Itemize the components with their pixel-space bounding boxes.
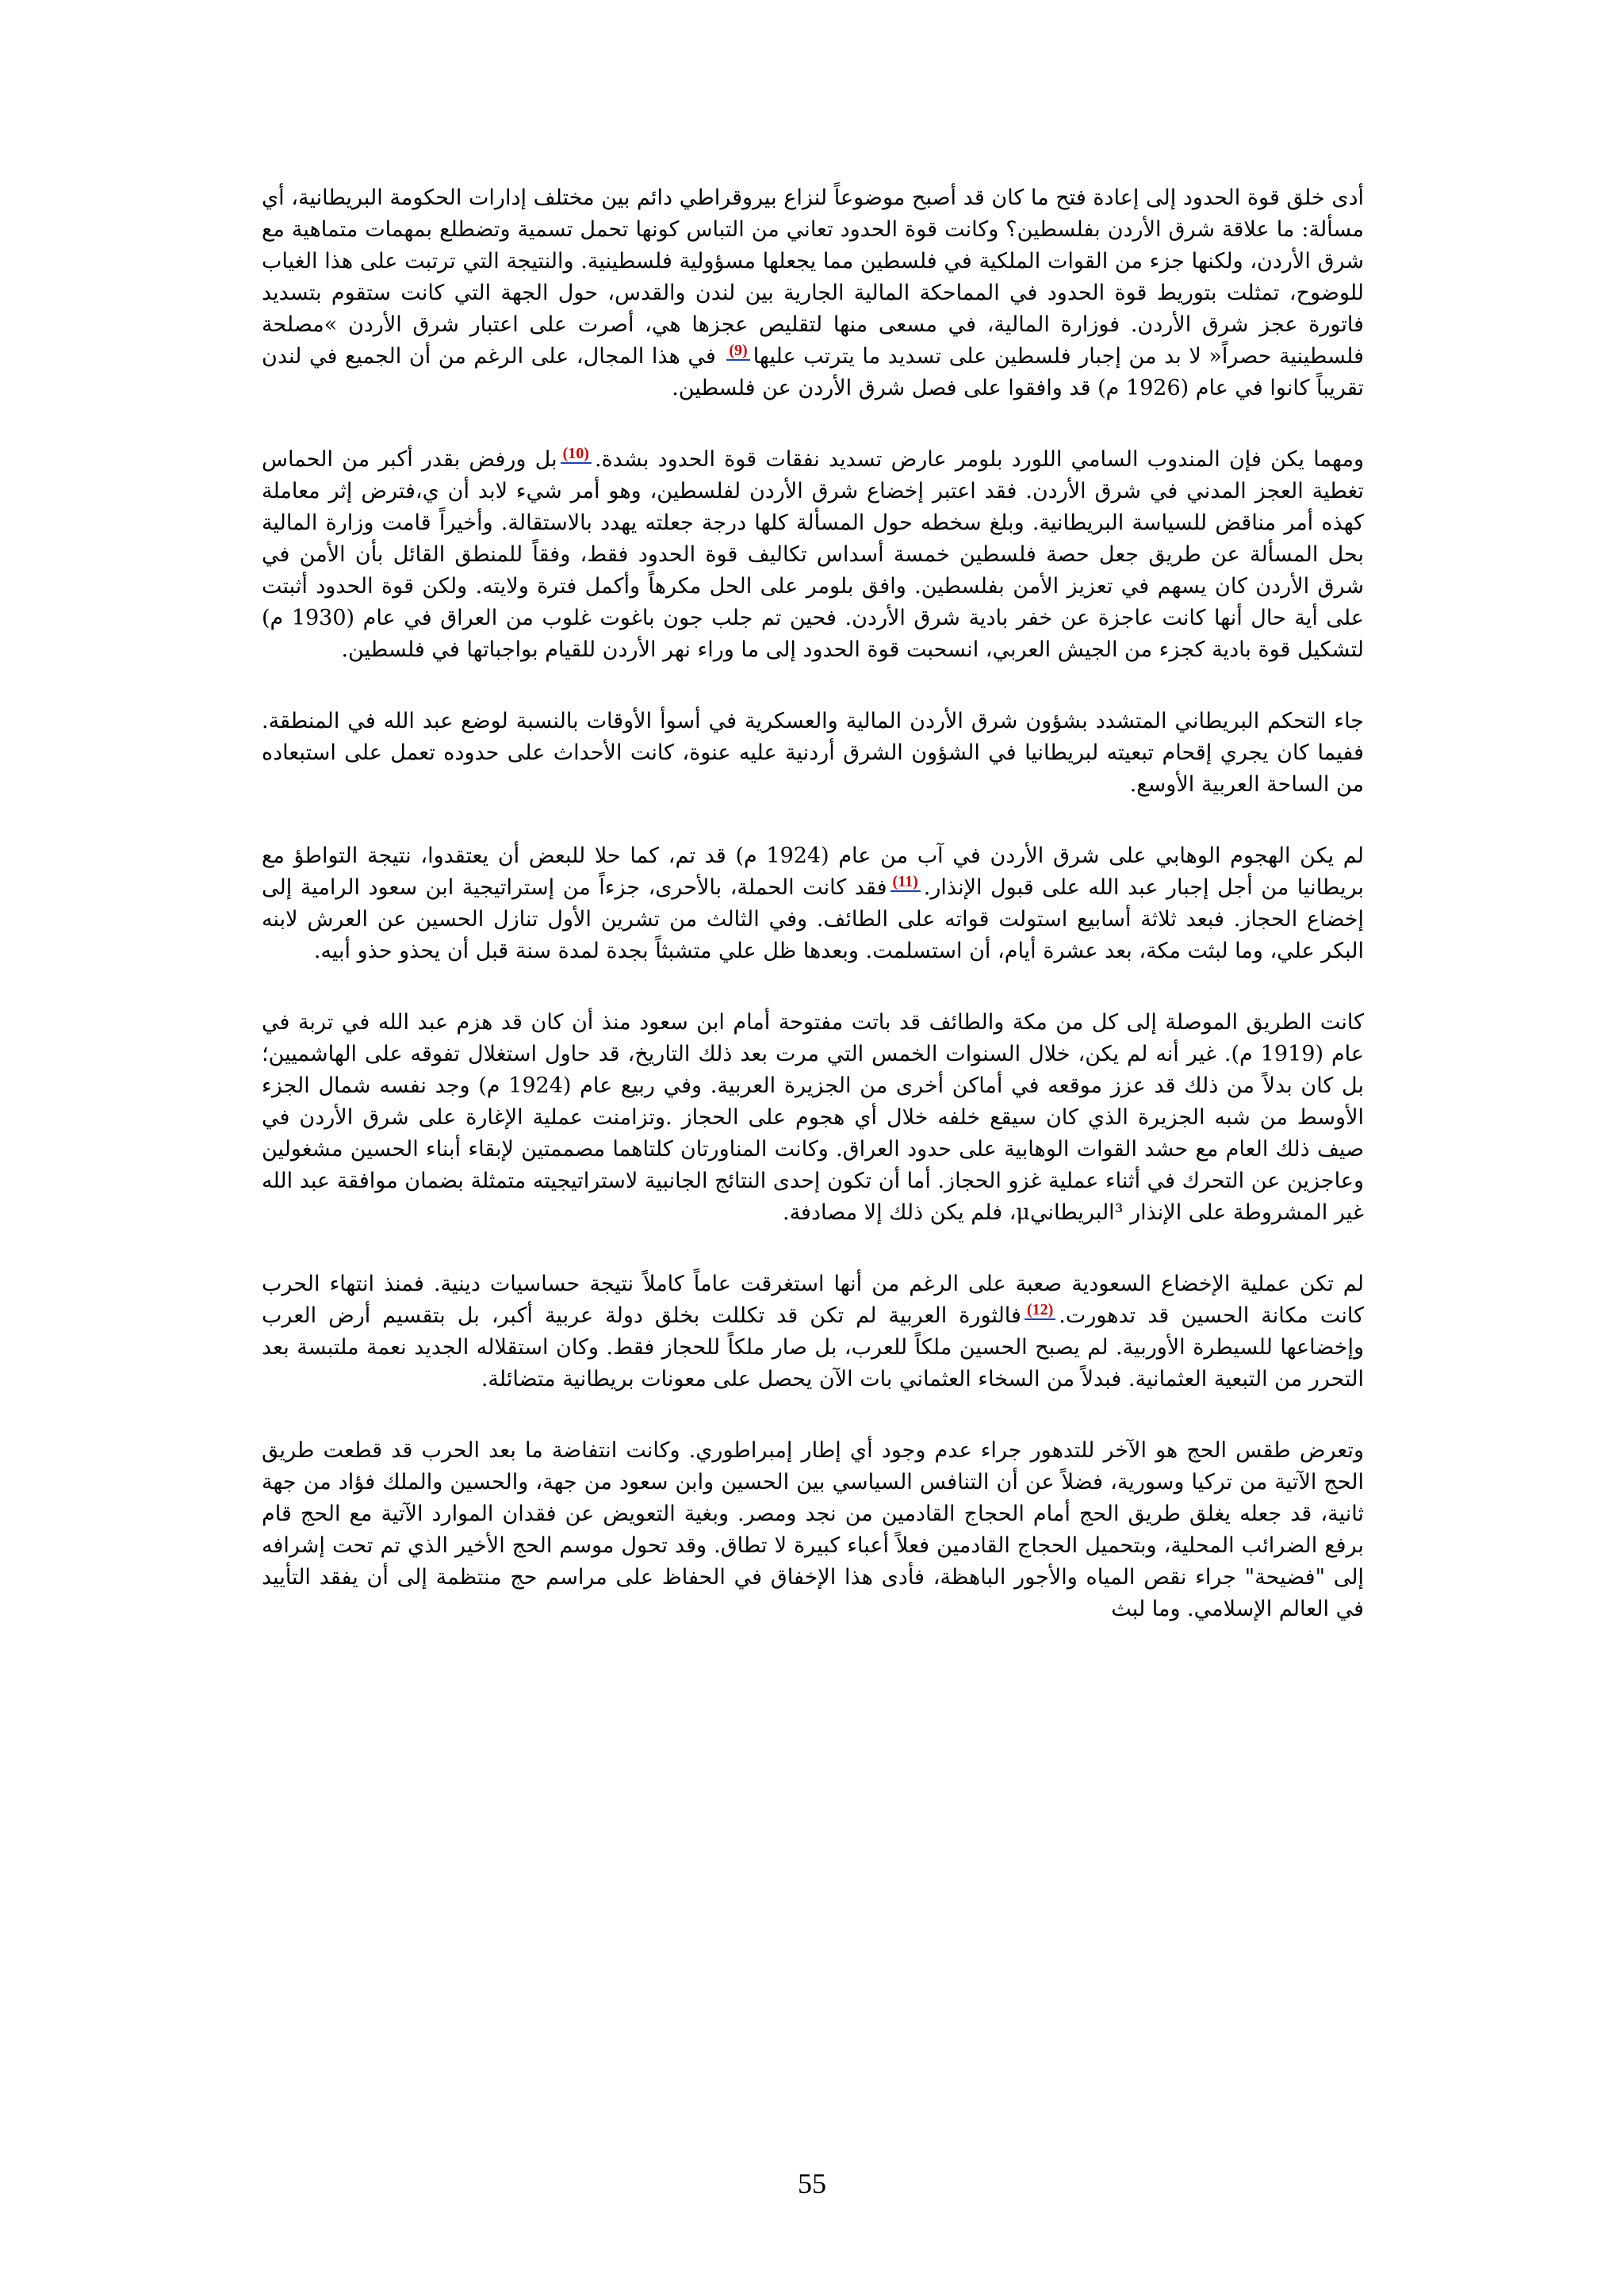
paragraph-text: لم تكن عملية الإخضاع السعودية صعبة على الرغم من أنها استغرقت عاماً كاملاً نتيجة حساسيات دينية. فمنذ انتهاء الحرب كانت مكانة الحسين قد تدهورت.: [262, 1272, 1364, 1328]
document-page: [262, 182, 1364, 2204]
paragraph-text: ومهما يكن فإن المندوب السامي اللورد بلومر عارض تسديد نفقات قوة الحدود بشدة.: [594, 447, 1364, 472]
paragraph-text: لم يكن الهجوم الوهابي على شرق الأردن في آب من عام (1924 م) قد تم، كما حلا للبعض أن يعتقدوا، نتيجة التواطؤ مع بريطانيا من أجل إجبار عبد الله على قبول الإنذار.: [262, 844, 1364, 900]
paragraph: [262, 706, 1364, 801]
paragraph-text: أدى خلق قوة الحدود إلى إعادة فتح ما كان قد أصبح موضوعاً لنزاع بيروقراطي دائم بين مختلف إدارات الحكومة البريطانية، أي مسألة: ما علاقة شرق الأردن بفلسطين؟ وكانت قوة الحدود تعاني من التباس كونها تحمل تسمية وتضطلع بمهمات متماهية مع شرق الأردن، ولكنها جزء من القوات الملكية في فلسطين مما يجعلها مسؤولية فلسطينية. والنتيجة التي ترتبت على هذا الغياب للوضوح، تمثلت بتوريط قوة الحدود في المماحكة المالية الجارية بين لندن والقدس، حول الجهة التي كانت ستقوم بتسديد فاتورة عجز شرق الأردن. فوزارة المالية، في مسعى منها لتقليص عجزها هي، أصرت على اعتبار شرق الأردن »مصلحة فلسطينية حصراً« لا بد من إجبار فلسطين على تسديد ما يترتب عليها: [262, 186, 1364, 369]
paragraph-text: بل ورفض بقدر أكبر من الحماس تغطية العجز المدني في شرق الأردن. فقد اعتبر إخضاع شرق الأردن لفلسطين، وهو أمر شيء لابد أن ي،فترض إثر معاملة كهذه أمر مناقض للسياسة البريطانية. وبلغ سخطه حول المسألة كلها درجة جعلته يهدد بالاستقالة. وأخيراً قامت وزارة المالية بحل المسألة عن طريق جعل حصة فلسطين خمسة أسداس تكاليف قوة الحدود فقط، وفقاً للمنطق القائل بأن الأمن في شرق الأردن كان يسهم في تعزيز الأمن بفلسطين. وافق بلومر على الحل مكرهاً وأكمل فترة ولايته. ولكن قوة الحدود أثبتت على أية حال أنها كانت عاجزة عن خفر بادية شرق الأردن. فحين تم جلب جون باغوت غلوب من العراق في عام (1930 م) لتشكيل قوة بادية كجزء من الجيش العربي، انسحبت قوة الحدود إلى ما وراء نهر الأردن للقيام بواجباتها في فلسطين.: [262, 447, 1364, 662]
paragraph: [262, 1269, 1364, 1395]
paragraph: [262, 182, 1364, 404]
footnote-reference[interactable]: (12): [1025, 1301, 1055, 1320]
paragraph: [262, 840, 1364, 967]
paragraph-text: في هذا المجال، على الرغم من أن الجميع في لندن تقريباً كانوا في عام (1926 م) قد وافقوا على فصل شرق الأردن عن فلسطين.: [262, 344, 1364, 400]
paragraph: [262, 444, 1364, 666]
footnote-reference[interactable]: (11): [891, 873, 921, 892]
paragraph: [262, 1435, 1364, 1625]
body-text: [262, 182, 1364, 1625]
paragraph-text: كانت الطريق الموصلة إلى كل من مكة والطائف قد باتت مفتوحة أمام ابن سعود منذ أن كان قد هزم عبد الله في تربة في عام (1919 م). غير أنه لم يكن، خلال السنوات الخمس التي مرت بعد ذلك التاريخ، قد حاول استغلال تفوقه على الهاشميين؛ بل كان بدلاً من ذلك قد عزز موقعه في أماكن أخرى من الجزيرة العربية. وفي ربيع عام (1924 م) وجد نفسه شمال الجزء الأوسط من شبه الجزيرة الذي كان سيقع خلفه خلال أي هجوم على الحجاز .وتزامنت عملية الإغارة على شرق الأردن في صيف ذلك العام مع حشد القوات الوهابية على حدود العراق. وكانت المناورتان كلتاهما مصممتين لإبقاء أبناء الحسين مشغولين وعاجزين عن التحرك في أثناء عملية غزو الحجاز. أما أن تكون إحدى النتائج الجانبية لاستراتيجيته متمثلة بضمان موافقة عبد الله غير المشروطة على الإنذار ³البريطانيμ، فلم يكن ذلك إلا مصادفة.: [262, 1010, 1364, 1225]
paragraph-text: فالثورة العربية لم تكن قد تكللت بخلق دولة عربية أكبر، بل بتقسيم أرض العرب وإخضاعها للسيطرة الأوربية. لم يصبح الحسين ملكاً للعرب، بل صار ملكاً للحجاز فقط. وكان استقلاله الجديد نعمة ملتبسة بعد التحرر من التبعية العثمانية. فبدلاً من السخاء العثماني بات الآن يحصل على معونات بريطانية متضائلة.: [262, 1303, 1364, 1391]
page-number: 55: [798, 2168, 826, 2199]
paragraph: [262, 1007, 1364, 1229]
footnote-reference[interactable]: (9): [726, 342, 749, 361]
paragraph-text: وتعرض طقس الحج هو الآخر للتدهور جراء عدم وجود أي إطار إمبراطوري. وكانت انتفاضة ما بعد الحرب قد قطعت طريق الحج الآتية من تركيا وسورية، فضلاً عن أن التنافس السياسي بين الحسين وابن سعود من جهة، والحسين والملك فؤاد من جهة ثانية، قد جعله يغلق طريق الحج أمام الحجاج القادمين من نجد ومصر. وبغية التعويض عن فقدان الموارد الآتية مع الحج قام برفع الضرائب المحلية، وبتحميل الحجاج القادمين فعلاً أعباء كبيرة لا تطاق. وقد تحول موسم الحج الأخير الذي تم تحت إشرافه إلى "فضيحة" جراء نقص المياه والأجور الباهظة، فأدى هذا الإخفاق في الحفاظ على مراسم حج منتظمة إلى أن يفقد التأييد في العالم الإسلامي. وما لبث: [262, 1438, 1364, 1621]
paragraph-text: فقد كانت الحملة، بالأحرى، جزءاً من إستراتيجية ابن سعود الرامية إلى إخضاع الحجاز. فبعد ثلاثة أسابيع استولت قواته على الطائف. وفي الثالث من تشرين الأول تنازل الحسين عن العرش لابنه البكر علي، وما لبثت مكة، بعد عشرة أيام، أن استسلمت. وبعدها ظل علي متشبثاً بجدة لمدة سنة قبل أن يحذو حذو أبيه.: [262, 875, 1364, 963]
paragraph-text: جاء التحكم البريطاني المتشدد بشؤون شرق الأردن المالية والعسكرية في أسوأ الأوقات بالنسبة لوضع عبد الله في المنطقة. ففيما كان يجري إقحام تبعيته لبريطانيا في الشؤون الشرق أردنية عليه عنوة، كانت الأحداث على حدوده تعمل على استبعاده من الساحة العربية الأوسع.: [262, 709, 1364, 797]
footnote-reference[interactable]: (10): [561, 445, 592, 464]
